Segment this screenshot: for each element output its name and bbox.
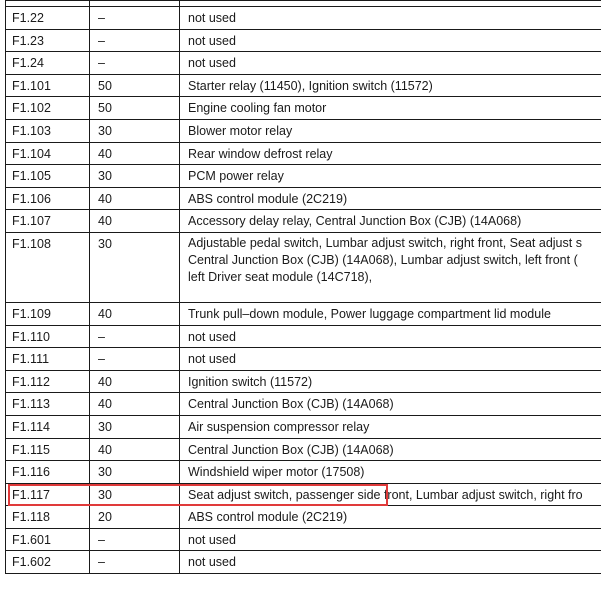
table-row (6, 165, 601, 188)
amperage-cell: – (90, 325, 180, 348)
description-cell: not used (180, 551, 601, 574)
amperage-cell: – (90, 52, 180, 75)
amperage-cell: – (90, 7, 180, 30)
highlighted-row (6, 461, 601, 484)
description-line: Central Junction Box (CJB) (14A068), Lumbar adjust switch, left front ( (188, 252, 578, 267)
table-row (6, 29, 601, 52)
table-row (6, 119, 601, 142)
amperage-cell: – (90, 528, 180, 551)
description-cell: Blower motor relay (180, 119, 601, 142)
table-row (6, 438, 601, 461)
description-cell (180, 232, 601, 302)
fuse-id-cell: F1.111 (6, 348, 90, 371)
description-line: Adjustable pedal switch, Lumbar adjust switch, right front, Seat adjust s (188, 235, 582, 250)
table-row (6, 506, 601, 529)
amperage-cell: 40 (90, 393, 180, 416)
fuse-id-cell: F1.118 (6, 506, 90, 529)
fuse-table-body (6, 1, 601, 574)
fuse-id-cell: F1.110 (6, 325, 90, 348)
table-row (6, 142, 601, 165)
amperage-cell: 20 (90, 506, 180, 529)
table-row (6, 210, 601, 233)
table-row (6, 415, 601, 438)
table-row (6, 187, 601, 210)
fuse-id-cell: F1.112 (6, 370, 90, 393)
fuse-id-cell: F1.113 (6, 393, 90, 416)
amperage-cell: 40 (90, 187, 180, 210)
amperage-cell: 40 (90, 438, 180, 461)
description-cell: ABS control module (2C219) (180, 187, 601, 210)
description-cell: not used (180, 29, 601, 52)
fuse-table-container (5, 0, 601, 574)
amperage-cell: – (90, 551, 180, 574)
fuse-id-cell: F1.114 (6, 415, 90, 438)
description-cell: Rear window defrost relay (180, 142, 601, 165)
table-row (6, 302, 601, 325)
fuse-id-cell: F1.101 (6, 74, 90, 97)
description-cell: not used (180, 7, 601, 30)
fuse-id-cell: F1.23 (6, 29, 90, 52)
fuse-id-cell: F1.601 (6, 528, 90, 551)
amperage-cell: 30 (90, 483, 180, 506)
description-cell: not used (180, 348, 601, 371)
fuse-id-cell: F1.117 (6, 483, 90, 506)
table-row (6, 483, 601, 506)
amperage-cell: 30 (90, 461, 180, 484)
description-cell: PCM power relay (180, 165, 601, 188)
description-cell: not used (180, 52, 601, 75)
fuse-id-cell: F1.102 (6, 97, 90, 120)
table-row (6, 7, 601, 30)
fuse-id-cell: F1.115 (6, 438, 90, 461)
description-cell: Engine cooling fan motor (180, 97, 601, 120)
fuse-id-cell: F1.108 (6, 232, 90, 302)
fuse-id-cell: F1.104 (6, 142, 90, 165)
amperage-cell: – (90, 348, 180, 371)
fuse-id-cell: F1.24 (6, 52, 90, 75)
description-cell: Air suspension compressor relay (180, 415, 601, 438)
fuse-id-cell: F1.602 (6, 551, 90, 574)
table-row (6, 393, 601, 416)
fuse-id-cell: F1.105 (6, 165, 90, 188)
description-cell: Accessory delay relay, Central Junction Box (CJB) (14A068) (180, 210, 601, 233)
description-cell: Seat adjust switch, passenger side front, Lumbar adjust switch, right fro (180, 483, 601, 506)
fuse-id-cell: F1.106 (6, 187, 90, 210)
fuse-id-cell: F1.116 (6, 461, 90, 484)
description-cell: Windshield wiper motor (17508) (180, 461, 601, 484)
fuse-table (5, 0, 601, 574)
description-cell: Trunk pull–down module, Power luggage compartment lid module (180, 302, 601, 325)
table-row (6, 52, 601, 75)
description-cell: not used (180, 325, 601, 348)
table-row (6, 232, 601, 302)
description-cell: ABS control module (2C219) (180, 506, 601, 529)
amperage-cell: 40 (90, 302, 180, 325)
table-row (6, 370, 601, 393)
amperage-cell: 30 (90, 165, 180, 188)
fuse-id-cell: F1.107 (6, 210, 90, 233)
amperage-cell: – (90, 29, 180, 52)
fuse-id-cell: F1.103 (6, 119, 90, 142)
amperage-cell: 50 (90, 97, 180, 120)
description-cell: Central Junction Box (CJB) (14A068) (180, 393, 601, 416)
description-cell: not used (180, 528, 601, 551)
amperage-cell: 40 (90, 142, 180, 165)
table-row (6, 74, 601, 97)
fuse-id-cell: F1.22 (6, 7, 90, 30)
description-cell: Central Junction Box (CJB) (14A068) (180, 438, 601, 461)
amperage-cell: 30 (90, 415, 180, 438)
table-row (6, 325, 601, 348)
fuse-id-cell: F1.109 (6, 302, 90, 325)
amperage-cell: 40 (90, 370, 180, 393)
table-row (6, 97, 601, 120)
table-row (6, 551, 601, 574)
description-line: left Driver seat module (14C718), (188, 269, 373, 284)
amperage-cell: 30 (90, 119, 180, 142)
amperage-cell: 40 (90, 210, 180, 233)
table-row (6, 348, 601, 371)
table-row (6, 528, 601, 551)
amperage-cell: 50 (90, 74, 180, 97)
amperage-cell: 30 (90, 232, 180, 302)
description-cell: Ignition switch (11572) (180, 370, 601, 393)
description-cell: Starter relay (11450), Ignition switch (11572) (180, 74, 601, 97)
